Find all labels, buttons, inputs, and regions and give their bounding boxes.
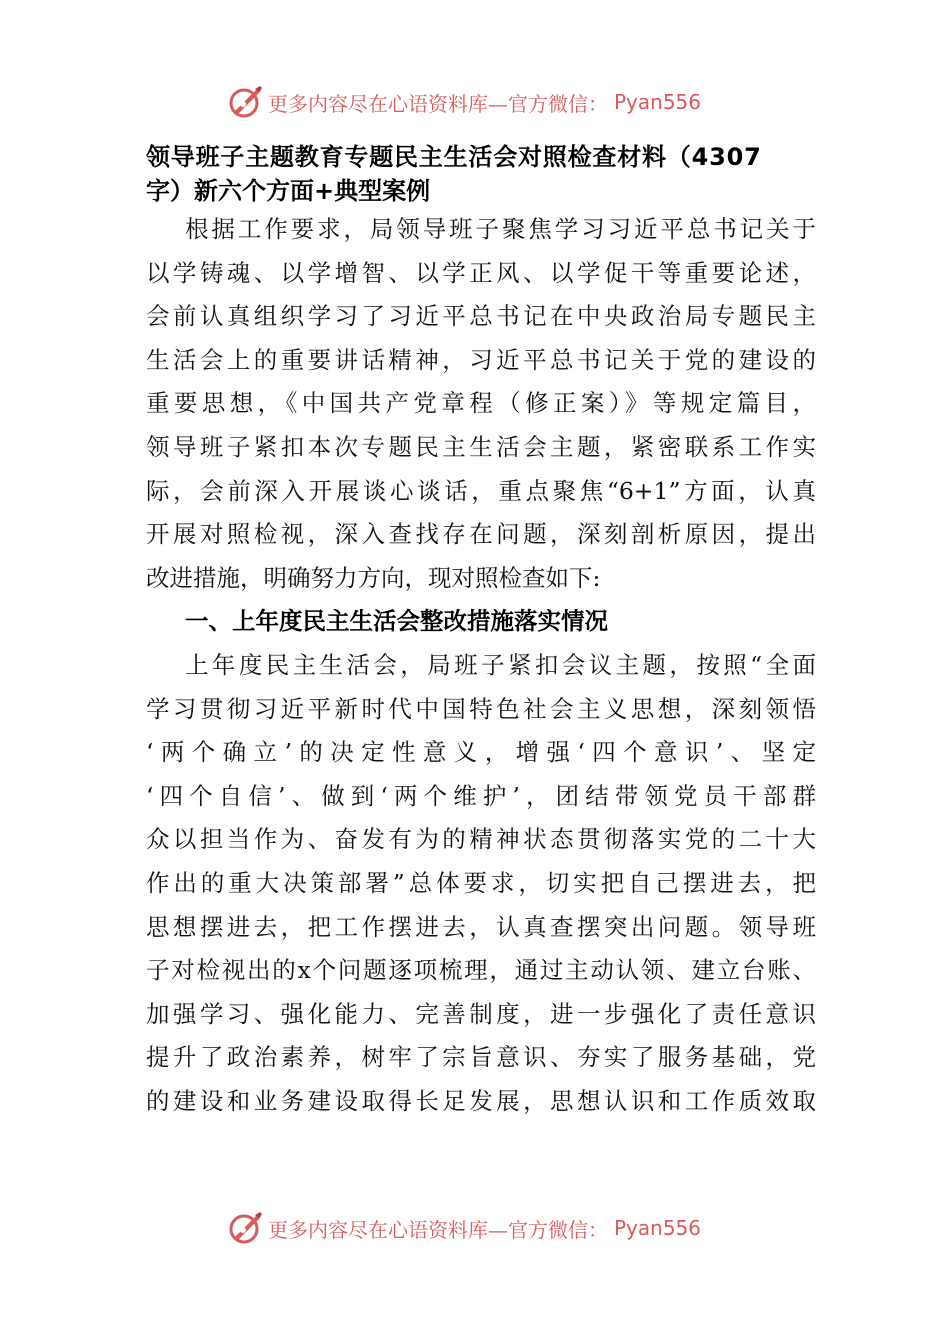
text-line: 的建设和业务建设取得长足发展，思想认识和工作质效取 (146, 1086, 816, 1115)
paragraph-section1 (146, 644, 816, 1124)
text-line: 开展对照检视，深入查找存在问题，深刻剖析原因，提出 (146, 520, 816, 549)
text-line: 作出的重大决策部署”总体要求，切实把自己摆进去，把 (146, 868, 816, 897)
text-line: 以学铸魂、以学增智、以学正风、以学促干等重要论述， (146, 258, 816, 287)
document-title (146, 140, 816, 208)
watermark-text: 更多内容尽在心语资料库—官方微信： (268, 91, 608, 116)
text-line: 根据工作要求，局领导班子聚焦学习习近平总书记关于 (185, 215, 816, 243)
text-line: 子对检视出的x个问题逐项梳理，通过主动认领、建立台账、 (146, 956, 816, 985)
pen-logo-icon (226, 82, 266, 122)
text-line: ‘四个自信’、做到‘两个维护’，团结带领党员干部群 (146, 781, 816, 810)
text-line: 重要思想，《中国共产党章程（修正案）》等规定篇目， (146, 389, 816, 418)
text-line: 生活会上的重要讲话精神，习近平总书记关于党的建设的 (146, 345, 816, 374)
pen-logo-icon (226, 1208, 266, 1248)
text-line: 加强学习、强化能力、完善制度，进一步强化了责任意识 (146, 999, 816, 1028)
document-content (146, 140, 816, 1123)
section-heading: 一、上年度民主生活会整改措施落实情况 (185, 607, 608, 636)
text-line: 上年度民主生活会，局班子紧扣会议主题，按照“全面 (185, 650, 816, 679)
watermark-wechat-id: Pyan556 (614, 90, 702, 114)
text-line: 际，会前深入开展谈心谈话，重点聚焦“6+1”方面，认真 (146, 476, 816, 505)
text-line: 思想摆进去，把工作摆进去，认真查摆突出问题。领导班 (146, 912, 816, 941)
watermark-footer (226, 1208, 701, 1248)
watermark-wechat-id: Pyan556 (614, 1216, 702, 1240)
watermark-text: 更多内容尽在心语资料库—官方微信： (268, 1217, 608, 1242)
paragraph-intro (146, 208, 816, 600)
text-line: 众以担当作为、奋发有为的精神状态贯彻落实党的二十大 (146, 825, 816, 854)
title-line: 领导班子主题教育专题民主生活会对照检查材料（4307 (146, 143, 762, 171)
title-line: 字）新六个方面+典型案例 (146, 177, 431, 205)
watermark-header (226, 82, 701, 122)
text-line: 改进措施，明确努力方向，现对照检查如下: (146, 563, 601, 592)
text-line: 学习贯彻习近平新时代中国特色社会主义思想，深刻领悟 (146, 694, 816, 723)
text-line: 会前认真组织学习了习近平总书记在中央政治局专题民主 (146, 302, 816, 331)
text-line: ‘两个确立’的决定性意义，增强‘四个意识’、坚定 (146, 738, 816, 767)
text-line: 提升了政治素养，树牢了宗旨意识、夯实了服务基础，党 (146, 1043, 816, 1072)
text-line: 领导班子紧扣本次专题民主生活会主题，紧密联系工作实 (146, 432, 816, 461)
